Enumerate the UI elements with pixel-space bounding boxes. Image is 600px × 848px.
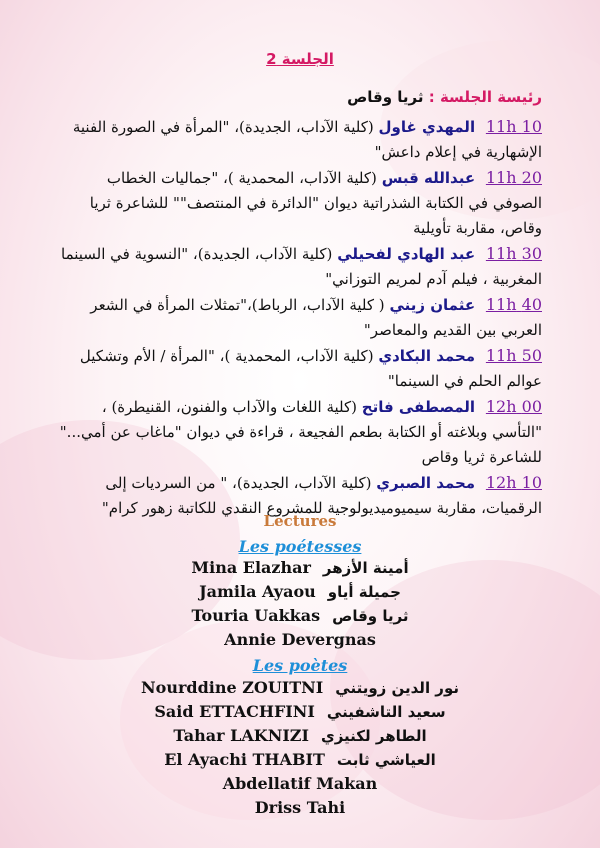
reader-name-latin: Annie Devergnas	[224, 630, 376, 649]
chair-label: رئيسة الجلسة :	[428, 88, 542, 106]
reader-name-arabic: سعيد التاشفيني	[326, 703, 446, 721]
reader-row	[0, 678, 600, 702]
talk-entry	[58, 394, 542, 470]
reader-row	[0, 702, 600, 726]
reader-name-latin: Nourddine ZOUITNI	[141, 678, 324, 697]
reader-name-arabic: ثريا وقاص	[332, 607, 409, 625]
poetesses-list	[0, 558, 600, 654]
talk-description: (كلية الآداب، المحمدية )، "المرأة / الأم وتشكيل عوالم الحلم في السينما"	[79, 347, 542, 390]
talk-entry	[58, 292, 542, 343]
talk-entry	[58, 343, 542, 394]
reader-row	[0, 606, 600, 630]
reader-row	[0, 798, 600, 822]
talk-speaker: عبدالله قبس	[381, 169, 476, 187]
chair-name: ثريا وقاص	[347, 88, 424, 106]
reader-row	[0, 750, 600, 774]
talk-description: (كلية الآداب، الجديدة)، "النسوية في السينما المغربية ، فيلم آدم لمريم التوزاني"	[61, 245, 542, 288]
talk-time: 40 11h	[485, 295, 542, 314]
reader-row	[0, 774, 600, 798]
poets-list	[0, 678, 600, 822]
reader-name-latin: Driss Tahi	[254, 798, 346, 817]
talk-time: 30 11h	[485, 244, 542, 263]
reader-name-arabic: أمينة الأزهر	[322, 559, 409, 577]
talk-description: ( كلية الآداب، الرباط)،"تمثلات المرأة في الشعر العربي بين القديم والمعاصر"	[90, 296, 542, 339]
reader-name-arabic: الطاهر لكنيزي	[320, 727, 427, 745]
reader-row	[0, 558, 600, 582]
talk-time: 10 12h	[485, 473, 542, 492]
talk-description: (كلية الآداب، المحمدية )، "جماليات الخطاب الصوفي في الكتابة الشذراتية ديوان "الدائرة في المنتصف"" للشاعرة ثريا وقاص، مقاربة تأويلية	[89, 169, 542, 237]
talk-time: 10 11h	[485, 117, 542, 136]
talk-time: 50 11h	[485, 346, 542, 365]
talk-speaker: محمد الصبري	[376, 474, 476, 492]
poets-heading: Les poètes	[252, 656, 348, 675]
talk-time: 00 12h	[485, 397, 542, 416]
reader-name-latin: Touria Uakkas	[191, 606, 321, 625]
talk-description: (كلية الآداب، الجديدة)، " من السرديات إلى الرقميات، مقاربة سيميوميديولوجية للمشروع النقدي للكاتبة زهور كرام"	[101, 474, 542, 517]
talk-time: 20 11h	[485, 168, 542, 187]
reader-row	[0, 630, 600, 654]
reader-name-latin: Jamila Ayaou	[199, 582, 316, 601]
reader-name-latin: Mina Elazhar	[191, 558, 311, 577]
talk-speaker: عبد الهادي لفحيلي	[337, 245, 476, 263]
talk-entry	[58, 241, 542, 292]
reader-name-latin: Tahar LAKNIZI	[173, 726, 309, 745]
talk-entry	[58, 165, 542, 241]
talk-entry	[58, 114, 542, 165]
reader-name-latin: Said ETTACHFINI	[154, 702, 315, 721]
talk-speaker: عثمان زيني	[389, 296, 476, 314]
talk-speaker: المصطفى فاتح	[361, 398, 476, 416]
poetesses-heading: Les poétesses	[238, 537, 362, 556]
reader-name-arabic: العياشي ثابت	[336, 751, 436, 769]
talk-speaker: محمد البكادي	[378, 347, 476, 365]
talk-list	[58, 114, 542, 521]
reader-name-latin: Abdellatif Makan	[222, 774, 378, 793]
session-chair	[347, 88, 542, 106]
reader-name-arabic: نور الدين زويتني	[335, 679, 459, 697]
reader-name-latin: El Ayachi THABIT	[164, 750, 325, 769]
talk-speaker: المهدي غاول	[378, 118, 476, 136]
reader-row	[0, 726, 600, 750]
reader-row	[0, 582, 600, 606]
lectures-heading: Lectures	[263, 512, 337, 530]
talk-description: (كلية اللغات والآداب والفنون، القنيطرة) ، "التأسي وبلاغته أو الكتابة بطعم الفجيعة ، قراءة في ديوان "ماغاب عن أمي..." للشاعرة ثريا وقاص	[59, 398, 542, 466]
reader-name-arabic: جميلة أياو	[327, 583, 401, 601]
talk-description: (كلية الآداب، الجديدة)، "المرأة في الصورة الفنية الإشهارية في إعلام داعش"	[72, 118, 542, 161]
session-title: الجلسة 2	[266, 50, 334, 68]
